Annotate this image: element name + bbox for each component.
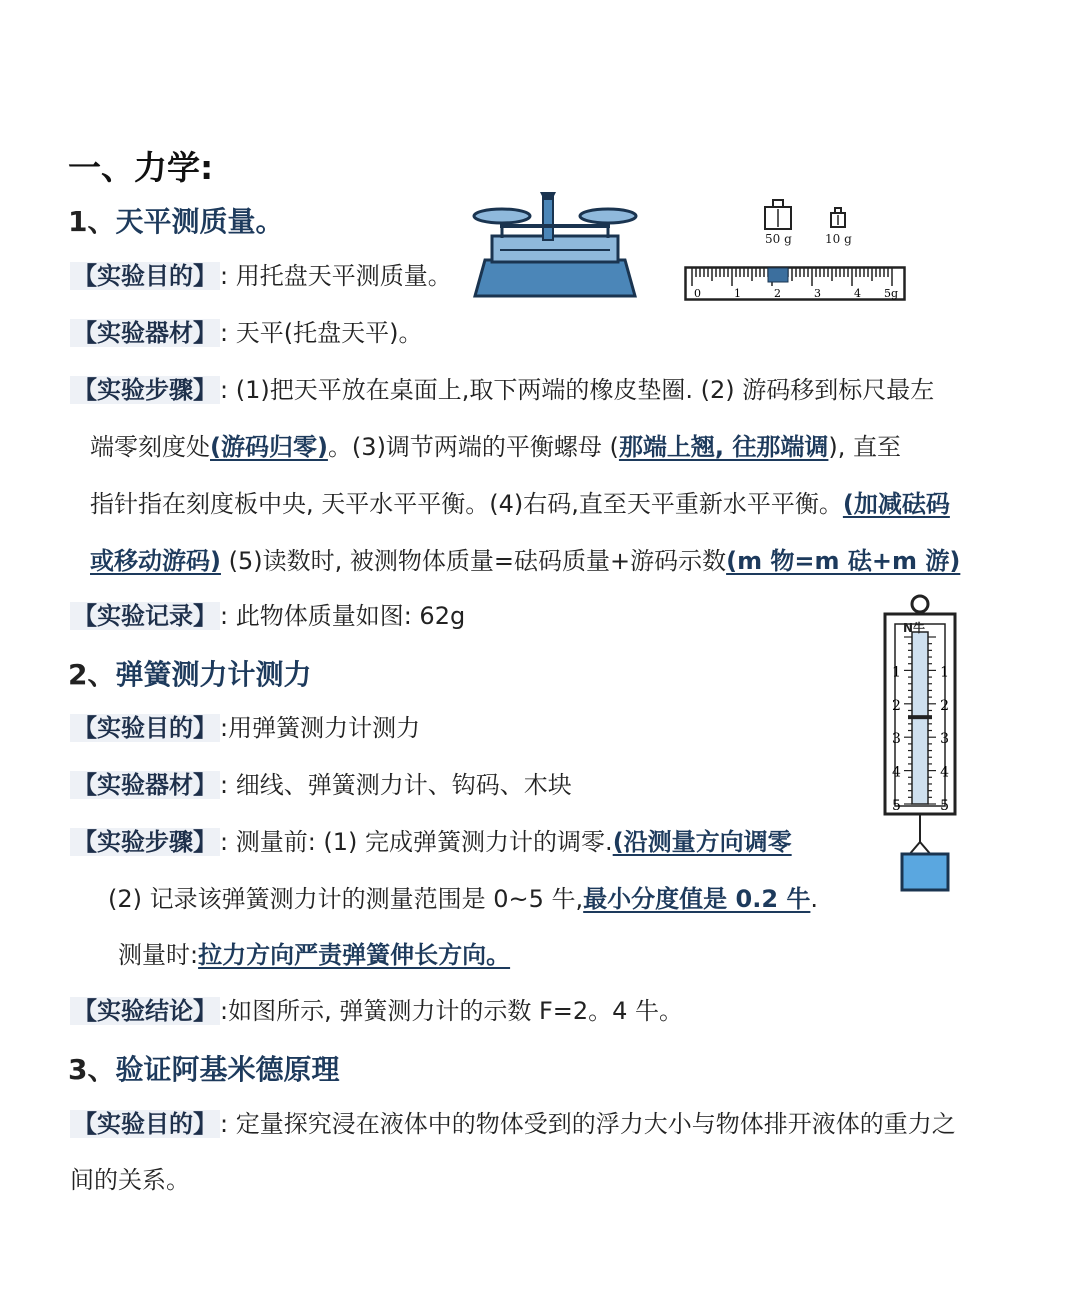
meter-tick-label: 3 xyxy=(892,731,901,748)
s1-steps-b4: 那端上翘, 往那端调 xyxy=(618,433,829,461)
s1-steps-line-2 xyxy=(90,432,901,462)
spring-scale-illustration xyxy=(878,592,958,894)
section-2-title-text: 弹簧测力计测力 xyxy=(115,658,312,691)
s2-equip: : 细线、弹簧测力计、钩码、木块 xyxy=(220,771,572,799)
s2-purpose-line xyxy=(70,713,420,743)
ruler-tick-label: 5g xyxy=(884,287,899,300)
s1-steps-tag: 【实验步骤】 xyxy=(70,376,220,404)
s2-purpose: :用弹簧测力计测力 xyxy=(220,714,421,742)
s2-steps-a1: : 测量前: (1) 完成弹簧测力计的调零. xyxy=(220,828,613,856)
s1-equip-line xyxy=(70,318,422,348)
weight-50g-label: 50 g xyxy=(765,232,792,246)
section-1-title-text: 天平测质量。 xyxy=(115,205,284,238)
meter-tick-label: 4 xyxy=(940,764,949,781)
section-2-number: 2、 xyxy=(68,658,116,691)
s1-equip: : 天平(托盘天平)。 xyxy=(220,319,423,347)
s1-steps-b3: 。(3)调节两端的平衡螺母 ( xyxy=(327,433,619,461)
s1-steps-d3: (m 物=m 砝+m 游) xyxy=(726,547,961,575)
s1-record: : 此物体质量如图: 62g xyxy=(220,602,466,630)
section-2-title xyxy=(68,653,312,693)
s2-steps-line-1 xyxy=(70,827,792,857)
s2-concl-tag: 【实验结论】 xyxy=(70,997,220,1025)
s2-steps-b2: 最小分度值是 0.2 牛 xyxy=(583,885,811,913)
s3-purpose-line-2: 间的关系。 xyxy=(70,1166,190,1194)
meter-tick-label: 2 xyxy=(892,697,901,714)
meter-tick-label: 5 xyxy=(940,798,949,814)
s1-purpose-tag: 【实验目的】 xyxy=(70,262,220,290)
s1-steps-b5: ), 直至 xyxy=(828,433,902,461)
s1-steps-line-4 xyxy=(90,546,960,576)
s1-steps-line-3 xyxy=(90,489,950,519)
s1-steps-b2: (游码归零) xyxy=(210,433,328,461)
section-1-title xyxy=(68,200,284,240)
s1-steps-a: : (1)把天平放在桌面上,取下两端的橡皮垫圈. (2) 游码移到标尺最左 xyxy=(220,376,935,404)
s1-steps-line-1 xyxy=(70,375,934,405)
s1-purpose: : 用托盘天平测质量。 xyxy=(220,262,452,290)
section-3-title-text: 验证阿基米德原理 xyxy=(115,1053,340,1086)
s1-steps-c2: (加减砝码 xyxy=(842,490,950,518)
ruler-tick-label: 4 xyxy=(854,287,861,300)
meter-tick-label: 3 xyxy=(940,731,949,748)
hook-weight-block xyxy=(902,854,948,890)
meter-tick-label: 2 xyxy=(940,697,949,714)
s2-steps-c1: 测量时: xyxy=(118,941,199,969)
s2-steps-c2: 拉力方向严责弹簧伸长方向。 xyxy=(198,941,511,969)
ruler-tick-label: 2 xyxy=(774,287,781,300)
s1-record-line xyxy=(70,601,465,631)
ruler-tick-label: 0 xyxy=(694,287,701,300)
meter-tick-label: 1 xyxy=(892,664,901,681)
s1-equip-tag: 【实验器材】 xyxy=(70,319,220,347)
s2-steps-a2: (沿测量方向调零 xyxy=(612,828,792,856)
balance-scale-illustration xyxy=(470,188,640,303)
s2-equip-tag: 【实验器材】 xyxy=(70,771,220,799)
ruler-tick-label: 1 xyxy=(734,287,741,300)
meter-head-label: N牛 xyxy=(903,621,926,635)
meter-tick-label: 4 xyxy=(892,764,901,781)
s2-steps-line-2 xyxy=(108,884,818,914)
s1-steps-b1: 端零刻度处 xyxy=(90,433,210,461)
s3-purpose-tag: 【实验目的】 xyxy=(70,1110,220,1138)
s3-purpose-line xyxy=(70,1109,956,1139)
meter-tick-label: 1 xyxy=(940,664,949,681)
meter-tick-label: 5 xyxy=(892,798,901,814)
ruler-tick-label: 3 xyxy=(814,287,821,300)
section-1-number: 1、 xyxy=(68,205,116,238)
s2-concl-line xyxy=(70,996,683,1026)
weight-50g-icon xyxy=(762,198,794,232)
weight-10g-icon xyxy=(828,206,848,230)
weight-10g-label: 10 g xyxy=(825,232,852,246)
section-3-number: 3、 xyxy=(68,1053,116,1086)
s2-steps-b1: (2) 记录该弹簧测力计的测量范围是 0~5 牛, xyxy=(108,885,584,913)
s3-purpose: : 定量探究浸在液体中的物体受到的浮力大小与物体排开液体的重力之 xyxy=(220,1110,956,1138)
s1-steps-d1: 或移动游码) xyxy=(90,547,221,575)
s2-purpose-tag: 【实验目的】 xyxy=(70,714,220,742)
slider-ruler-illustration xyxy=(684,266,906,302)
s1-record-tag: 【实验记录】 xyxy=(70,602,220,630)
s2-concl: :如图所示, 弹簧测力计的示数 F=2。4 牛。 xyxy=(220,997,684,1025)
s2-equip-line xyxy=(70,770,572,800)
section-heading: 一、力学: xyxy=(68,148,214,187)
s2-steps-b3: . xyxy=(810,885,819,913)
section-3-title xyxy=(68,1048,340,1088)
s2-steps-line-3 xyxy=(118,940,510,970)
meter-pointer xyxy=(908,715,932,719)
s1-steps-c1: 指针指在刻度板中央, 天平水平平衡。(4)右码,直至天平重新水平平衡。 xyxy=(90,490,843,518)
s2-steps-tag: 【实验步骤】 xyxy=(70,828,220,856)
s1-steps-d2: (5)读数时, 被测物体质量=砝码质量+游码示数 xyxy=(228,547,727,575)
s1-purpose-line xyxy=(70,261,452,291)
